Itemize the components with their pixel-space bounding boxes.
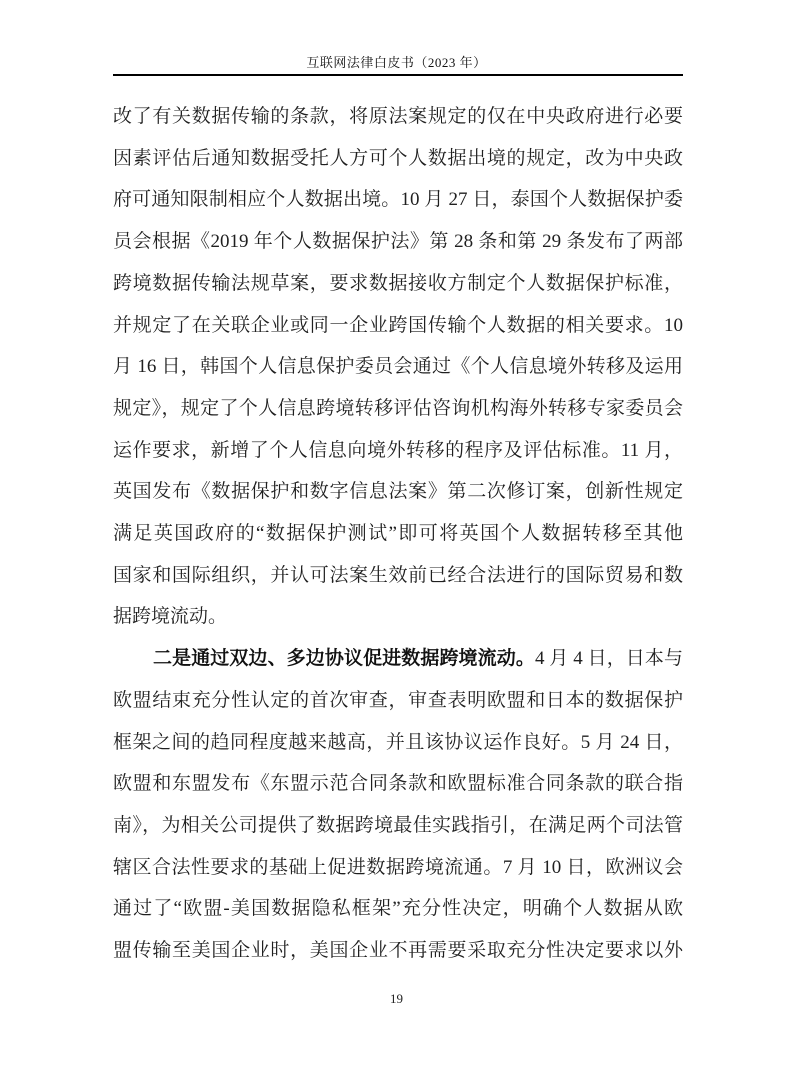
- text-line: [113, 555, 683, 597]
- text-run: 因素评估后通知数据受托人方可个人数据出境的规定，改为中央政: [113, 147, 683, 169]
- text-run: 满足英国政府的“数据保护测试”即可将英国个人数据转移至其他: [113, 523, 683, 545]
- text-run: 跨境数据传输法规草案，要求数据接收方制定个人数据保护标准，: [113, 272, 683, 294]
- text-line: [113, 805, 683, 847]
- text-line: [113, 847, 683, 889]
- text-run: 改了有关数据传输的条款，将原法案规定的仅在中央政府进行必要: [113, 106, 683, 127]
- text-line: [113, 221, 683, 263]
- text-run: 员会根据《2019 年个人数据保护法》第 28 条和第 29 条发布了两部: [113, 231, 683, 253]
- text-run: 欧盟结束充分性认定的首次审查，审查表明欧盟和日本的数据保护: [113, 689, 683, 711]
- text-line: [113, 638, 683, 680]
- bold-lead-text: 二是通过双边、多边协议促进数据跨境流动。: [153, 648, 535, 670]
- text-run: 4 月 4 日，日本与: [534, 648, 683, 670]
- text-run: 南》，为相关公司提供了数据跨境最佳实践指引，在满足两个司法管: [113, 814, 683, 836]
- document-body-text: [113, 96, 683, 972]
- page-number: 19: [390, 991, 403, 1006]
- text-line: [113, 596, 683, 638]
- text-run: 月 16 日，韩国个人信息保护委员会通过《个人信息境外转移及运用: [113, 356, 683, 378]
- page-header-title: 互联网法律白皮书（2023 年）: [306, 55, 487, 70]
- text-run: 并规定了在关联企业或同一企业跨国传输个人数据的相关要求。10: [113, 314, 683, 336]
- text-line: [113, 888, 683, 930]
- text-run: 欧盟和东盟发布《东盟示范合同条款和欧盟标准合同条款的联合指: [113, 773, 683, 795]
- text-line: [113, 680, 683, 722]
- text-run: 国家和国际组织，并认可法案生效前已经合法进行的国际贸易和数: [113, 564, 683, 586]
- text-line: [113, 430, 683, 472]
- text-run: 英国发布《数据保护和数字信息法案》第二次修订案，创新性规定: [113, 481, 683, 503]
- text-line: [113, 305, 683, 347]
- text-line: [113, 513, 683, 555]
- text-run: 据跨境流动。: [113, 606, 228, 628]
- text-run: 府可通知限制相应个人数据出境。10 月 27 日，泰国个人数据保护委: [113, 189, 683, 211]
- text-line: [113, 179, 683, 221]
- text-run: 辖区合法性要求的基础上促进数据跨境流通。7 月 10 日，欧洲议会: [113, 856, 683, 878]
- text-line: [113, 263, 683, 305]
- text-run: 运作要求，新增了个人信息向境外转移的程序及评估标准。11 月，: [113, 439, 683, 461]
- text-line: [113, 138, 683, 180]
- text-line: [113, 722, 683, 764]
- text-line: [113, 388, 683, 430]
- text-line: [113, 96, 683, 138]
- text-run: 框架之间的趋同程度越来越高，并且该协议运作良好。5 月 24 日，: [113, 731, 683, 753]
- header-divider-line: [113, 74, 683, 76]
- text-line: [113, 346, 683, 388]
- text-run: 盟传输至美国企业时，美国企业不再需要采取充分性决定要求以外: [113, 940, 683, 962]
- text-line: [113, 763, 683, 805]
- text-run: 通过了“欧盟-美国数据隐私框架”充分性决定，明确个人数据从欧: [113, 898, 683, 920]
- text-line: [113, 930, 683, 972]
- text-line: [113, 471, 683, 513]
- text-run: 规定》，规定了个人信息跨境转移评估咨询机构海外转移专家委员会: [113, 397, 683, 419]
